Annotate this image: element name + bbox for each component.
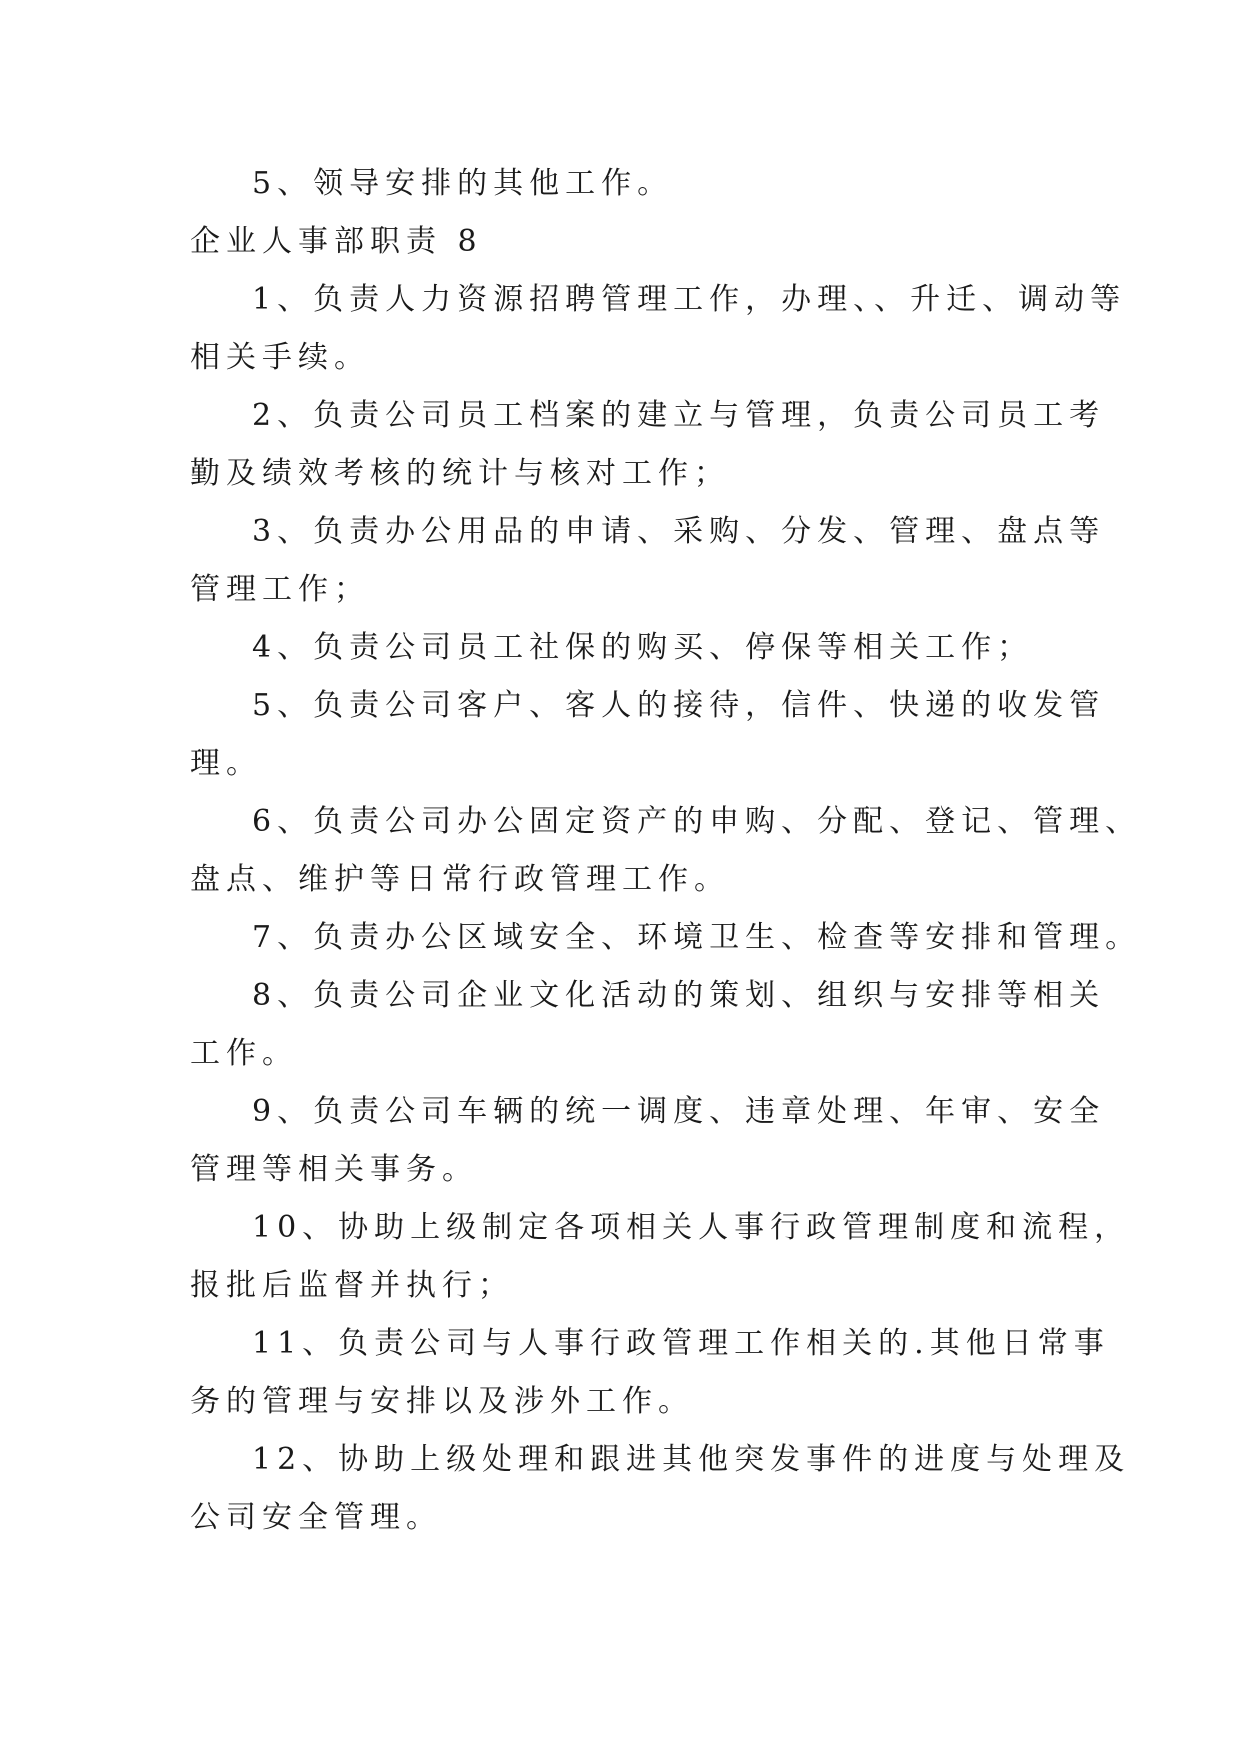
list-item xyxy=(190,1083,1106,1199)
item-5-first-line: 5、负责公司客户、客人的接待，信件、快递的收发管 xyxy=(252,688,1106,723)
item-8-first-line: 8、负责公司企业文化活动的策划、组织与安排等相关 xyxy=(252,978,1106,1013)
list-item xyxy=(190,793,1142,909)
intro-line: 5、领导安排的其他工作。 xyxy=(252,166,674,201)
item-1-first-line: 1、负责人力资源招聘管理工作，办理、、升迁、调动等 xyxy=(252,282,1127,317)
list-item xyxy=(190,619,1070,677)
item-2-continuation: 勤及绩效考核的统计与核对工作； xyxy=(190,456,730,491)
list-item xyxy=(190,1199,1131,1315)
item-1-continuation: 相关手续。 xyxy=(190,340,370,375)
item-5-continuation: 理。 xyxy=(190,746,262,781)
item-6-first-line: 6、负责公司办公固定资产的申购、分配、登记、管理、 xyxy=(252,804,1142,839)
item-3-first-line: 3、负责办公用品的申请、采购、分发、管理、盘点等 xyxy=(252,514,1106,549)
item-3-continuation: 管理工作； xyxy=(190,572,370,607)
section-title: 企业人事部职责 8 xyxy=(190,224,483,259)
list-item xyxy=(190,387,1106,503)
item-2-first-line: 2、负责公司员工档案的建立与管理，负责公司员工考 xyxy=(252,398,1106,433)
item-11-first-line: 11、负责公司与人事行政管理工作相关的.其他日常事 xyxy=(252,1326,1110,1361)
item-4-first-line: 4、负责公司员工社保的购买、停保等相关工作； xyxy=(252,630,1034,665)
item-7-first-line: 7、负责办公区域安全、环境卫生、检查等安排和管理。 xyxy=(252,920,1142,955)
item-9-continuation: 管理等相关事务。 xyxy=(190,1152,478,1187)
item-8-continuation: 工作。 xyxy=(190,1036,298,1071)
list-item xyxy=(190,967,1106,1083)
item-12-first-line: 12、协助上级处理和跟进其他突发事件的进度与处理及 xyxy=(252,1442,1131,1477)
item-9-first-line: 9、负责公司车辆的统一调度、违章处理、年审、安全 xyxy=(252,1094,1106,1129)
item-10-first-line: 10、协助上级制定各项相关人事行政管理制度和流程， xyxy=(252,1210,1131,1245)
document-body xyxy=(190,155,1142,1547)
list-item xyxy=(190,1431,1131,1547)
list-item xyxy=(190,503,1106,619)
list-item xyxy=(190,909,1142,967)
item-11-continuation: 务的管理与安排以及涉外工作。 xyxy=(190,1384,694,1419)
list-item xyxy=(190,271,1127,387)
list-item xyxy=(190,1315,1110,1431)
item-10-continuation: 报批后监督并执行； xyxy=(190,1268,514,1303)
item-12-continuation: 公司安全管理。 xyxy=(190,1500,442,1535)
item-6-continuation: 盘点、维护等日常行政管理工作。 xyxy=(190,862,730,897)
list-item xyxy=(190,677,1106,793)
